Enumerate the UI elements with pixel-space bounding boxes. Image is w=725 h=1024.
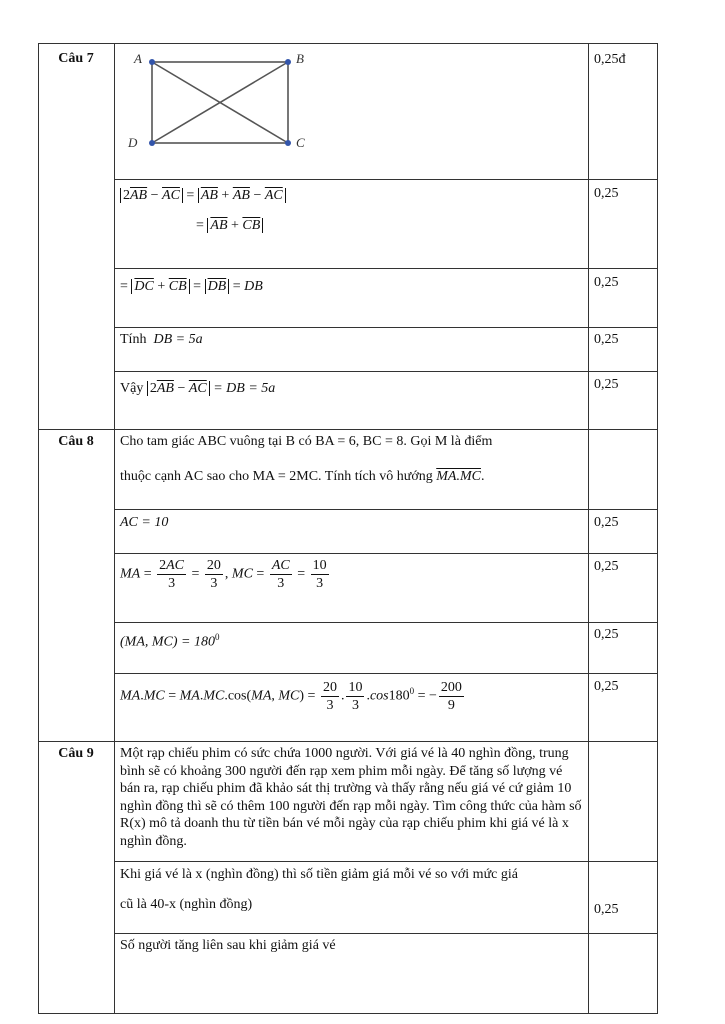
problem-8-line1: Cho tam giác ABC vuông tại B có BA = 6, BC = 8. Gọi M là điểm [120, 434, 493, 449]
points-q8-2: 0,25 [594, 559, 619, 574]
points-q7-5: 0,25 [594, 377, 619, 392]
question-label-8: Câu 8 [58, 434, 94, 449]
step-9-1: Khi giá vé là x (nghìn đồng) thì số tiền giảm giá mỗi vé so với mức giá cũ là 40-x (nghìn đồng) [120, 867, 518, 912]
step-8-3: (MA, $MC) = 180^0$ [120, 632, 220, 650]
step-8-4: MA.MC = MA.MC.cos(MA, MC) = $\frac{20}{3}$ . $\frac{10}{3}$ $.\cos 180^0$ = − $\frac{200}{9}$ [120, 680, 462, 713]
points-q7-4: 0,25 [594, 332, 619, 347]
vertex-label-c: C [296, 135, 305, 150]
rectangle-diagram [126, 47, 326, 161]
step-7-1: $2\overline{AB} - \overline{AC} = \overline{AB} + \overline{AB} - \overline{AC}$ = $\overline{AB} + \overline{CB}$ [120, 186, 585, 236]
step-9-2: Số người tăng liên sau khi giảm giá vé [120, 938, 336, 953]
vertex-label-a: A [134, 51, 142, 66]
points-q9-1: 0,25 [594, 902, 619, 917]
vertex-label-d: D [128, 135, 138, 150]
step-8-2: MA = $\frac{2AC}{3}$ = $\frac{20}{3}$ , MC = $\frac{AC}{3}$ = $\frac{10}{3}$ [120, 558, 327, 591]
step-7-3: Tính DB = 5a [120, 332, 203, 347]
problem-8: Cho tam giác ABC vuông tại B có BA = 6, BC = 8. Gọi M là điểm thuộc cạnh AC sao cho MA = 2MC. Tính tích vô hướng MA.MC. [120, 432, 585, 487]
question-label-9: Câu 9 [58, 746, 94, 761]
step-8-1: AC = 10 [120, 515, 169, 530]
vertex-label-b: B [296, 51, 304, 66]
step-7-2: = $\overline{DC} + \overline{CB} = \overline{DB}$ = DB [120, 279, 263, 294]
points-q7-3: 0,25 [594, 275, 619, 290]
points-q8-3: 0,25 [594, 627, 619, 642]
points-q8-4: 0,25 [594, 679, 619, 694]
points-q7-2: 0,25 [594, 186, 619, 201]
points-q8-1: 0,25 [594, 515, 619, 530]
answer-table [38, 43, 658, 1014]
step-7-4: Vậy $2\overline{AB} - \overline{AC}$ = DB = 5a [120, 381, 276, 396]
points-q7-1: 0,25đ [594, 52, 626, 67]
question-label-7: Câu 7 [58, 51, 94, 66]
problem-9: Một rạp chiếu phim có sức chứa 1000 người. Với giá vé là 40 nghìn đồng, trung bình sẽ có khoảng 300 người đến rạp xem phim mỗi ngày. Để tăng số lượng vé bán ra, rạp chiếu phim đã khảo sát thị trường và thấy rằng nếu giá vé cứ giảm 10 nghìn đồng thì sẽ có thêm 100 người đến rạp mỗi ngày. Tìm công thức của hàm số R(x) mô tả doanh thu từ tiền bán vé mỗi ngày của rạp chiếu phim khi giá vé là x nghìn đồng. [120, 746, 582, 849]
